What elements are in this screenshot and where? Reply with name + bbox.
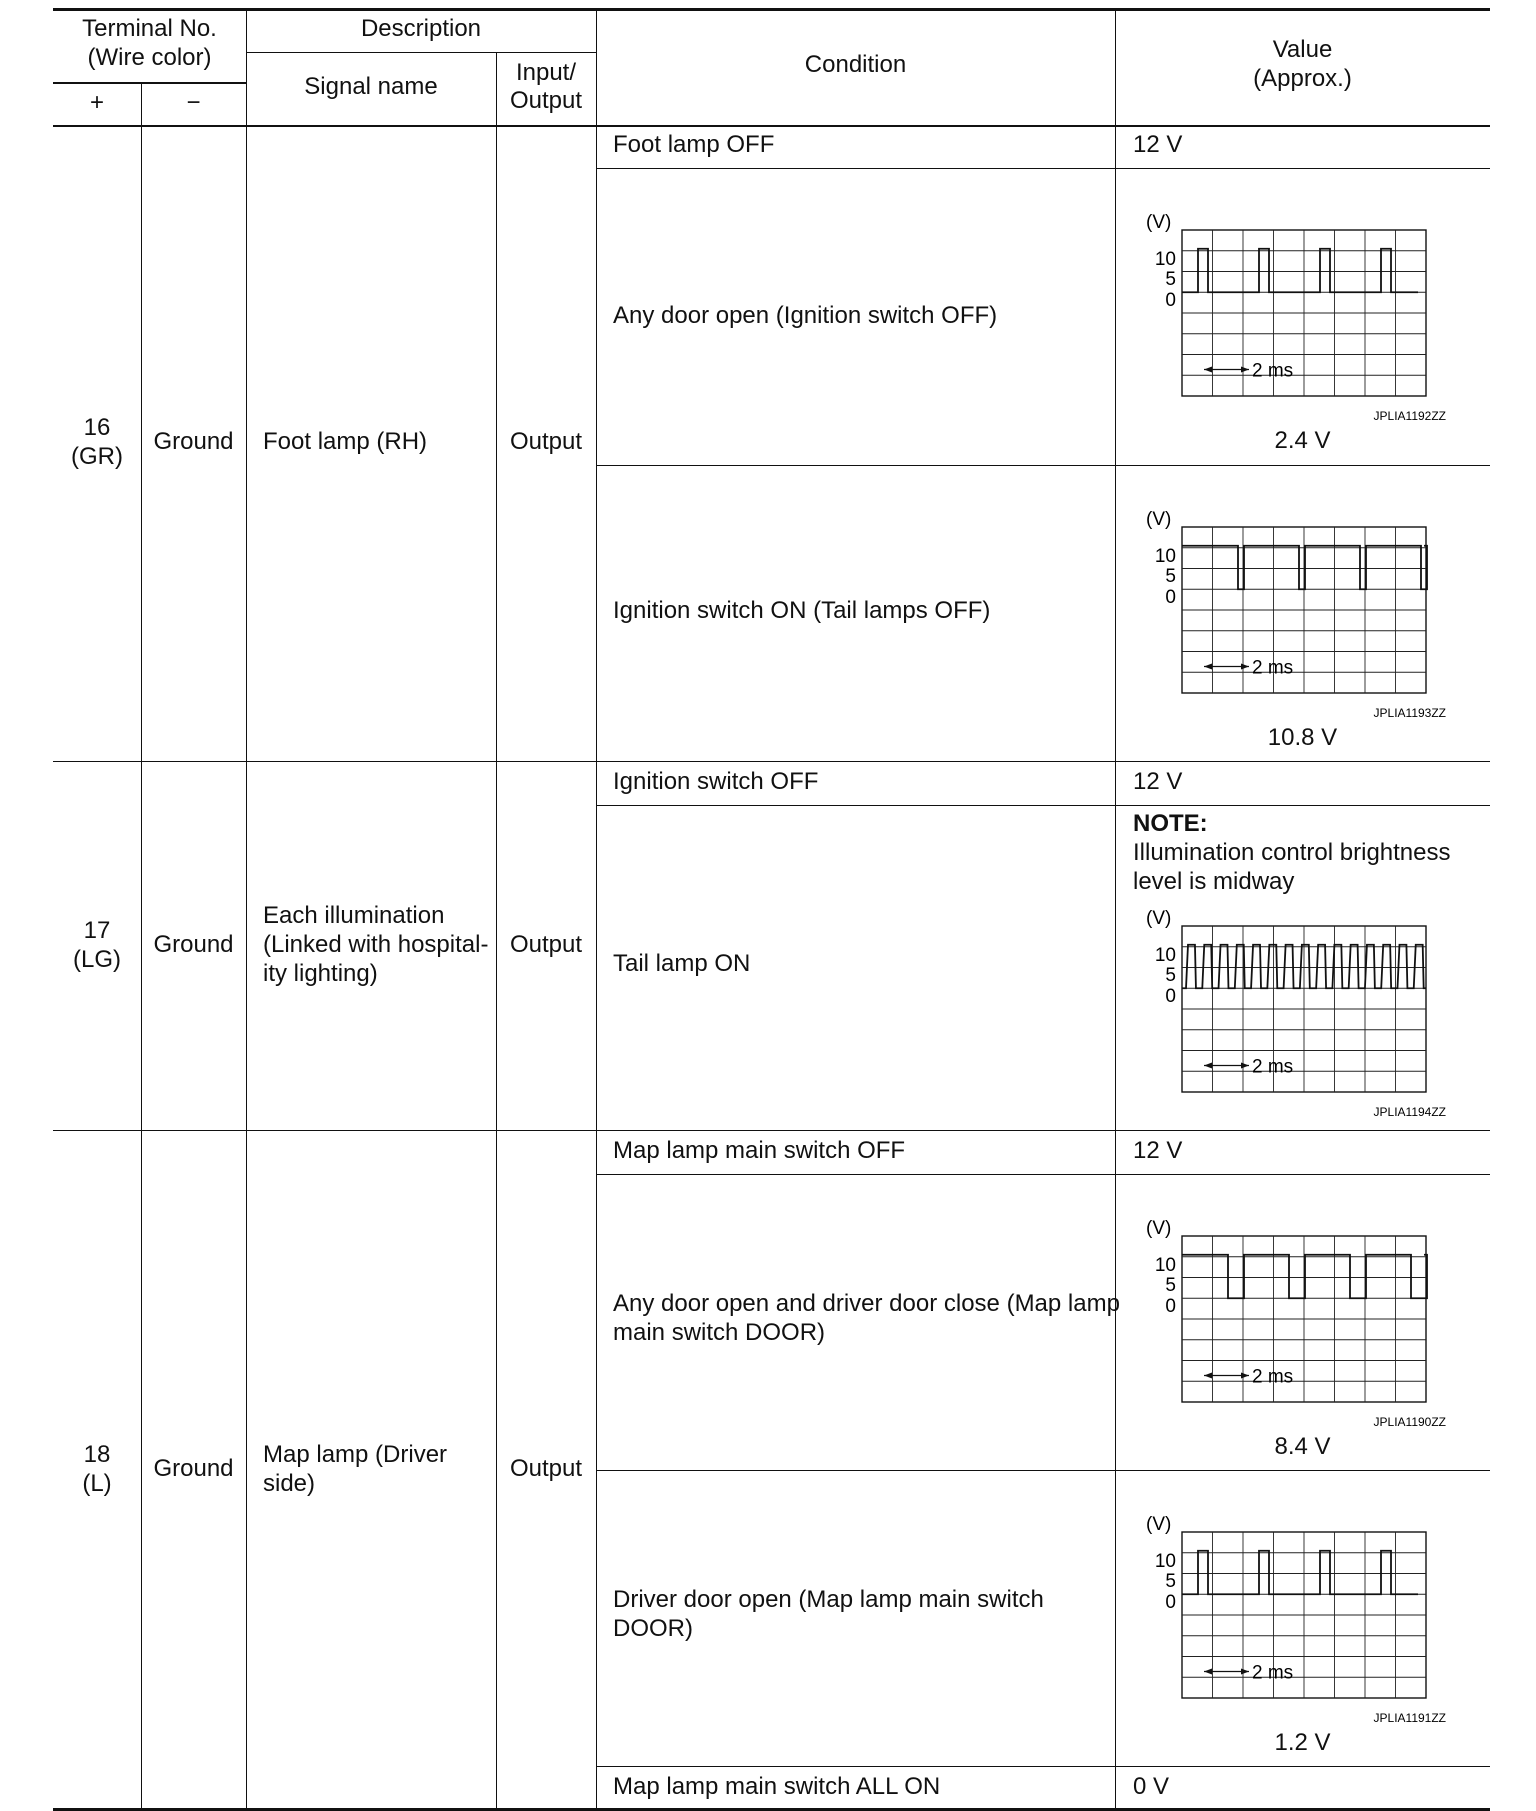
waveform-scale-arrow-left <box>1204 664 1212 670</box>
waveform-scale-arrow-right <box>1241 664 1249 670</box>
waveform-unit-label: (V) <box>1146 1514 1172 1535</box>
row18-divider-1 <box>596 1174 1490 1175</box>
row18-divider-3 <box>596 1766 1490 1767</box>
header-bottom-border <box>53 125 1490 127</box>
waveform-scale-label: 2 ms <box>1252 657 1294 679</box>
waveform-tick-label: 10 <box>1154 1551 1176 1572</box>
waveform-figure-code: JPLIA1193ZZ <box>1373 706 1446 720</box>
table-top-border <box>53 8 1490 11</box>
row18-signal-line-2: side) <box>263 1470 316 1497</box>
row16-signal-name: Foot lamp (RH) <box>263 428 428 455</box>
row17-signal-line-2: (Linked with hospital- <box>263 931 489 958</box>
row17-wire-color: (LG) <box>73 946 121 973</box>
row18-cond-1: Map lamp main switch OFF <box>613 1137 906 1164</box>
row16-divider-2 <box>596 465 1490 466</box>
header-condition: Condition <box>804 51 907 78</box>
row17-cond-2: Tail lamp ON <box>613 950 751 977</box>
waveform-tick-label: 10 <box>1154 945 1176 966</box>
waveform-tick-label: 5 <box>1165 1275 1176 1296</box>
row18-ground: Ground <box>153 1455 234 1482</box>
waveform-scale-arrow-right <box>1241 367 1249 373</box>
waveform-scale-arrow-right <box>1241 1669 1249 1675</box>
row18-value-1: 12 V <box>1133 1137 1183 1164</box>
waveform-scale-arrow-left <box>1204 367 1212 373</box>
waveform-figure-jplia1192zz <box>1130 208 1446 448</box>
row16-value-3: 10.8 V <box>1267 724 1338 751</box>
row17-signal-line-3: ity lighting) <box>263 960 378 987</box>
waveform-figure-jplia1191zz <box>1130 1510 1446 1750</box>
waveform-scale-arrow-right <box>1241 1063 1249 1069</box>
header-terminal-no: Terminal No. <box>82 15 217 42</box>
header-input: Input/ <box>515 59 577 86</box>
header-wire-color: (Wire color) <box>87 44 212 71</box>
row18-value-2: 8.4 V <box>1274 1433 1331 1460</box>
waveform-trace <box>1182 1551 1418 1595</box>
header-minus: − <box>186 89 201 116</box>
waveform-unit-label: (V) <box>1146 1218 1172 1239</box>
waveform-scale-arrow-left <box>1204 1669 1212 1675</box>
column-line-terminal-signal <box>246 8 247 1810</box>
waveform-tick-label: 5 <box>1165 1571 1176 1592</box>
waveform-scale-arrow-right <box>1241 1373 1249 1379</box>
row18-cond-3-line-2: DOOR) <box>613 1615 693 1642</box>
row17-terminal: 17 <box>83 917 111 944</box>
row16-terminal: 16 <box>83 414 111 441</box>
waveform-figure-jplia1193zz <box>1130 505 1446 745</box>
waveform-figure-jplia1194zz <box>1130 904 1446 1144</box>
waveform-tick-label: 5 <box>1165 566 1176 587</box>
waveform-trace <box>1182 546 1427 590</box>
waveform-tick-label: 0 <box>1165 986 1176 1007</box>
waveform-tick-label: 0 <box>1165 1592 1176 1613</box>
header-approx: (Approx.) <box>1253 65 1352 92</box>
waveform-scale-label: 2 ms <box>1252 1366 1294 1388</box>
row17-io: Output <box>509 931 583 958</box>
waveform-unit-label: (V) <box>1146 212 1172 233</box>
waveform-figure-code: JPLIA1190ZZ <box>1373 1415 1446 1429</box>
row16-value-1: 12 V <box>1133 131 1183 158</box>
waveform-figure-code: JPLIA1191ZZ <box>1373 1711 1446 1725</box>
row18-signal-line-1: Map lamp (Driver <box>263 1441 448 1468</box>
row-divider-16-17 <box>53 761 1490 762</box>
waveform-tick-label: 10 <box>1154 1255 1176 1276</box>
row17-note-line-1: Illumination control brightness <box>1133 839 1451 866</box>
waveform-tick-label: 10 <box>1154 249 1176 270</box>
waveform-tick-label: 5 <box>1165 269 1176 290</box>
header-value: Value <box>1272 36 1333 63</box>
row16-io: Output <box>509 428 583 455</box>
waveform-figure-code: JPLIA1192ZZ <box>1373 409 1446 423</box>
waveform-scale-arrow-left <box>1204 1063 1212 1069</box>
waveform-tick-label: 0 <box>1165 290 1176 311</box>
row18-divider-2 <box>596 1470 1490 1471</box>
row18-cond-2-line-2: main switch DOOR) <box>613 1319 826 1346</box>
row17-note-line-2: level is midway <box>1133 868 1295 895</box>
row17-signal-line-1: Each illumination <box>263 902 445 929</box>
waveform-figure-jplia1190zz <box>1130 1214 1446 1454</box>
row16-value-2: 2.4 V <box>1274 427 1331 454</box>
waveform-scale-label: 2 ms <box>1252 1662 1294 1684</box>
row16-ground: Ground <box>153 428 234 455</box>
row16-cond-2: Any door open (Ignition switch OFF) <box>613 302 998 329</box>
row18-value-4: 0 V <box>1133 1773 1170 1800</box>
waveform-trace <box>1182 249 1418 293</box>
header-plus: + <box>89 89 104 116</box>
header-output: Output <box>509 87 583 114</box>
row16-cond-1: Foot lamp OFF <box>613 131 775 158</box>
header-signal-name: Signal name <box>304 73 438 100</box>
header-description: Description <box>360 15 482 42</box>
waveform-tick-label: 0 <box>1165 1296 1176 1317</box>
row18-value-3: 1.2 V <box>1274 1729 1331 1756</box>
column-line-condition-value <box>1115 8 1116 1810</box>
waveform-figure-code: JPLIA1194ZZ <box>1373 1105 1446 1119</box>
row18-wire-color: (L) <box>82 1470 112 1497</box>
waveform-unit-label: (V) <box>1146 908 1172 929</box>
row18-io: Output <box>509 1455 583 1482</box>
waveform-scale-arrow-left <box>1204 1373 1212 1379</box>
row18-cond-2-line-1: Any door open and driver door close (Map lamp <box>613 1290 1120 1317</box>
row18-cond-3-line-1: Driver door open (Map lamp main switch <box>613 1586 1044 1613</box>
header-divider-description <box>246 52 596 53</box>
waveform-scale-label: 2 ms <box>1252 360 1294 382</box>
waveform-scale-label: 2 ms <box>1252 1056 1294 1078</box>
row16-wire-color: (GR) <box>71 443 123 470</box>
waveform-trace <box>1182 1255 1427 1299</box>
row16-cond-3: Ignition switch ON (Tail lamps OFF) <box>613 597 991 624</box>
waveform-tick-label: 0 <box>1165 587 1176 608</box>
waveform-unit-label: (V) <box>1146 509 1172 530</box>
row18-terminal: 18 <box>83 1441 111 1468</box>
row18-cond-4: Map lamp main switch ALL ON <box>613 1773 941 1800</box>
row17-cond-1: Ignition switch OFF <box>613 768 819 795</box>
header-divider-terminal <box>53 82 246 84</box>
waveform-tick-label: 10 <box>1154 546 1176 567</box>
row17-divider-1 <box>596 805 1490 806</box>
row16-divider-1 <box>596 168 1490 169</box>
waveform-tick-label: 5 <box>1165 965 1176 986</box>
column-line-io-condition <box>596 8 597 1810</box>
row17-value-1: 12 V <box>1133 768 1183 795</box>
row17-ground: Ground <box>153 931 234 958</box>
row17-note-label: NOTE: <box>1133 810 1208 837</box>
